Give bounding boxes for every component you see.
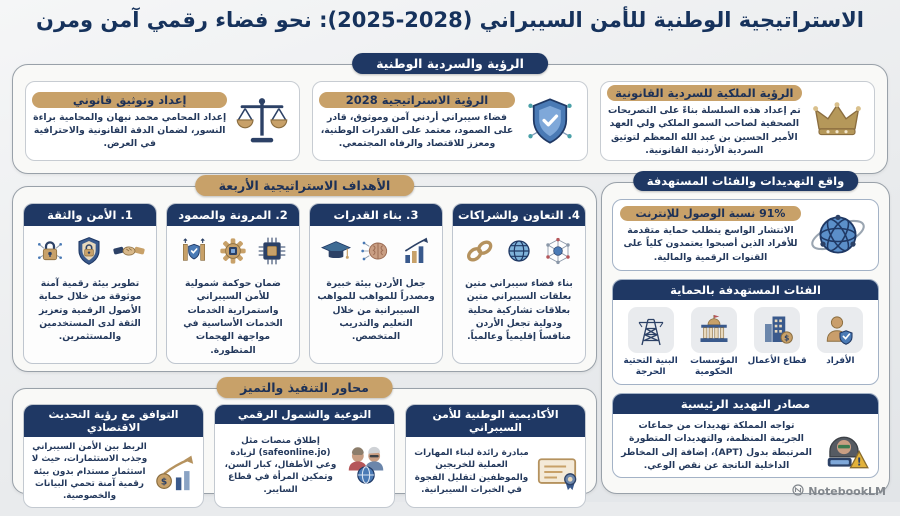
- group-label: الأفراد: [826, 356, 855, 366]
- goals-cards-row: [13, 187, 596, 372]
- impl-card-awareness: [214, 404, 395, 508]
- certificate-icon: [534, 452, 580, 492]
- shield-check-icon: [519, 95, 581, 147]
- chain-icon: [464, 235, 496, 271]
- group-label: قطاع الأعمال: [747, 356, 807, 366]
- svg-text:$: $: [784, 333, 790, 343]
- growth-investment-icon: [152, 452, 198, 492]
- goal-card-body: ضمان حوكمة شمولية للأمن السيبراني واستمرارية الخدمات الخدمات الأساسية في مواجهة الهجمات المتطورة.: [183, 278, 283, 356]
- vision-card-legal-title: إعداد وتوثيق قانوني: [32, 92, 227, 108]
- impl-card-title: التوعية والشمول الرقمي: [215, 405, 394, 424]
- goals-section-panel: [12, 178, 597, 372]
- group-individuals: [811, 307, 870, 378]
- goal-card-icons: [310, 226, 442, 277]
- notebooklm-logo-icon: [792, 484, 804, 499]
- scales-icon: [231, 95, 293, 147]
- implementation-cards-row: [13, 389, 596, 516]
- brain-icon: [360, 235, 392, 271]
- vision-card-strategic-body: فضاء سيبراني أردني آمن وموثوق، قادر على الصمود، معتمد على القدرات الوطنية، ومعزز للاقتصاد والرفاه المجتمعي.: [320, 111, 514, 149]
- group-label: البنية التحتية الحرجة: [623, 356, 678, 377]
- goals-section-header: الأهداف الاستراتيجية الأربعة: [195, 175, 415, 196]
- impl-card-title: التوافق مع رؤية التحديث الاقتصادي: [24, 405, 203, 437]
- goal-card-title: 3. بناء القدرات: [310, 204, 442, 226]
- vision-card-royal-body: تم إعداد هذه السلسلة بناءً على التصريحات الصحفية لصاحب السمو الملكي ولي العهد الأمير الحسين بن عبد الله المعظم لتوثيق السردية الأردنية القانونية.: [607, 105, 801, 156]
- implementation-section-header: محاور التنفيذ والتميز: [216, 377, 393, 398]
- crown-icon: [806, 99, 868, 143]
- goal-card-body: جعل الأردن بيئة خبيرة ومصدراً للمواهب للمواهب السيبرانية من خلال التعليم والتدريب المتخصص.: [317, 278, 435, 343]
- shield-lock-icon: [73, 235, 105, 271]
- growth-chart-icon: [399, 235, 433, 271]
- goal-card-icons: [167, 226, 299, 277]
- impl-card-academy: [405, 404, 586, 508]
- impl-card-body: إطلاق منصات مثل (safeonline.jo) لزيادة وعي الأطفال، كبار السن، وتمكين المرأة في قطاع السايبر.: [224, 435, 337, 495]
- lock-circuit-icon: [34, 235, 66, 271]
- vision-card-legal: [25, 81, 300, 161]
- goal-card-security-trust: [23, 203, 157, 364]
- group-infrastructure: [621, 307, 680, 378]
- goal-card-title: 2. المرونة والصمود: [167, 204, 299, 226]
- vision-card-strategic-title: الرؤية الاستراتيجية 2028: [319, 92, 514, 108]
- group-business: [748, 307, 807, 378]
- people-globe-icon: [343, 445, 389, 485]
- impl-card-title: الأكاديمية الوطنية للأمن السيبراني: [406, 405, 585, 437]
- threat-sources-box: [612, 393, 879, 478]
- globe-icon: [503, 235, 535, 271]
- goal-card-body: بناء فضاء سيبراني متين بعلقات السيبراني متين بعلاقات تشاركية محلية ودولية تجعل الأردن منافساً إقليمياً وعالمياً.: [465, 278, 573, 343]
- svg-text:$: $: [160, 477, 168, 488]
- threat-sources-body: تواجه المملكة تهديدات من جماعات الجريمة المنظمة، والتهديدات المتطورة المرتبطة بدول (APT)، إضافة إلى المخاطر الداخلية الناتجة عن نقص الوعي.: [621, 419, 812, 471]
- vision-card-strategic: [312, 81, 587, 161]
- goal-card-icons: [24, 226, 156, 277]
- implementation-section-panel: [12, 380, 597, 502]
- notebooklm-watermark: [792, 484, 886, 499]
- watermark-text: NotebookLM: [808, 485, 886, 498]
- vision-section-header: الرؤية والسردية الوطنية: [352, 53, 548, 74]
- goal-card-capacity: [309, 203, 443, 364]
- goal-card-partnerships: [452, 203, 586, 364]
- threats-section-header: واقع التهديدات والفئات المستهدفة: [633, 171, 859, 191]
- impl-card-body: الربط بين الأمن السيبراني وجذب الاستثمارات، حيث لا استثمار مستدام بدون بيئة رقمية آمنة تحمي البيانات والخصوصية.: [31, 442, 148, 502]
- graduation-cap-icon: [319, 235, 353, 271]
- impl-card-economic: [23, 404, 204, 508]
- group-label: المؤسسات الحكومية: [690, 356, 738, 377]
- vision-cards-row: [13, 65, 887, 171]
- vision-card-legal-body: إعداد المحامي محمد نبهان والمحامية براءة النسور، لضمان الدقة القانونية والاحترافية في العرض.: [33, 111, 227, 149]
- goal-card-title: 1. الأمن والثقة: [24, 204, 156, 226]
- pillars-shield-icon: [178, 235, 210, 271]
- network-icon: [542, 235, 574, 271]
- page-title: الاستراتيجية الوطنية للأمن السيبراني (2028-2025): نحو فضاء رقمي آمن ومرن: [36, 8, 864, 32]
- threat-sources-header: مصادر التهديد الرئيسية: [613, 394, 878, 414]
- threats-section-panel: [601, 174, 890, 494]
- person-shield-icon: [817, 307, 863, 353]
- vision-card-royal-title: الرؤية الملكية للسردية القانونية: [607, 85, 802, 101]
- group-government: [684, 307, 743, 378]
- internet-access-box: [612, 199, 879, 271]
- goal-card-resilience: [166, 203, 300, 364]
- svg-text:!: !: [856, 455, 862, 469]
- handshake-icon: [112, 235, 146, 271]
- impl-card-body: مبادرة رائدة لبناء المهارات العملية للخريجين والموظفين لتقليل الفجوة في الخبرات السيبرانية.: [414, 448, 529, 496]
- vision-card-royal: [600, 81, 875, 161]
- internet-access-body: الانتشار الواسع يتطلب حماية متقدمة للأفراد الذين أصبحوا يعتمدون كلياً على القنوات الرقمية والمالية.: [623, 224, 798, 263]
- internet-access-title: 91% نسبة الوصول للإنترنت: [620, 206, 801, 221]
- globe-network-icon: [805, 205, 871, 265]
- goal-card-icons: [453, 226, 585, 277]
- protected-groups-row: [613, 300, 878, 384]
- goal-card-title: 4. التعاون والشراكات: [453, 204, 585, 226]
- government-building-icon: [691, 307, 737, 353]
- hacker-icon: [817, 421, 871, 471]
- protected-groups-box: [612, 279, 879, 385]
- vision-section-panel: [12, 56, 888, 174]
- gear-icon: [217, 235, 249, 271]
- power-tower-icon: [628, 307, 674, 353]
- chip-icon: [256, 235, 288, 271]
- goal-card-body: تطوير بيئة رقمية آمنة موثوقة من خلال حماية الأصول الرقمية وتعزيز الثقة لدى المستخدمين والمستثمرين.: [38, 278, 142, 343]
- protected-groups-header: الفئات المستهدفة بالحماية: [613, 280, 878, 300]
- business-sector-icon: [754, 307, 800, 353]
